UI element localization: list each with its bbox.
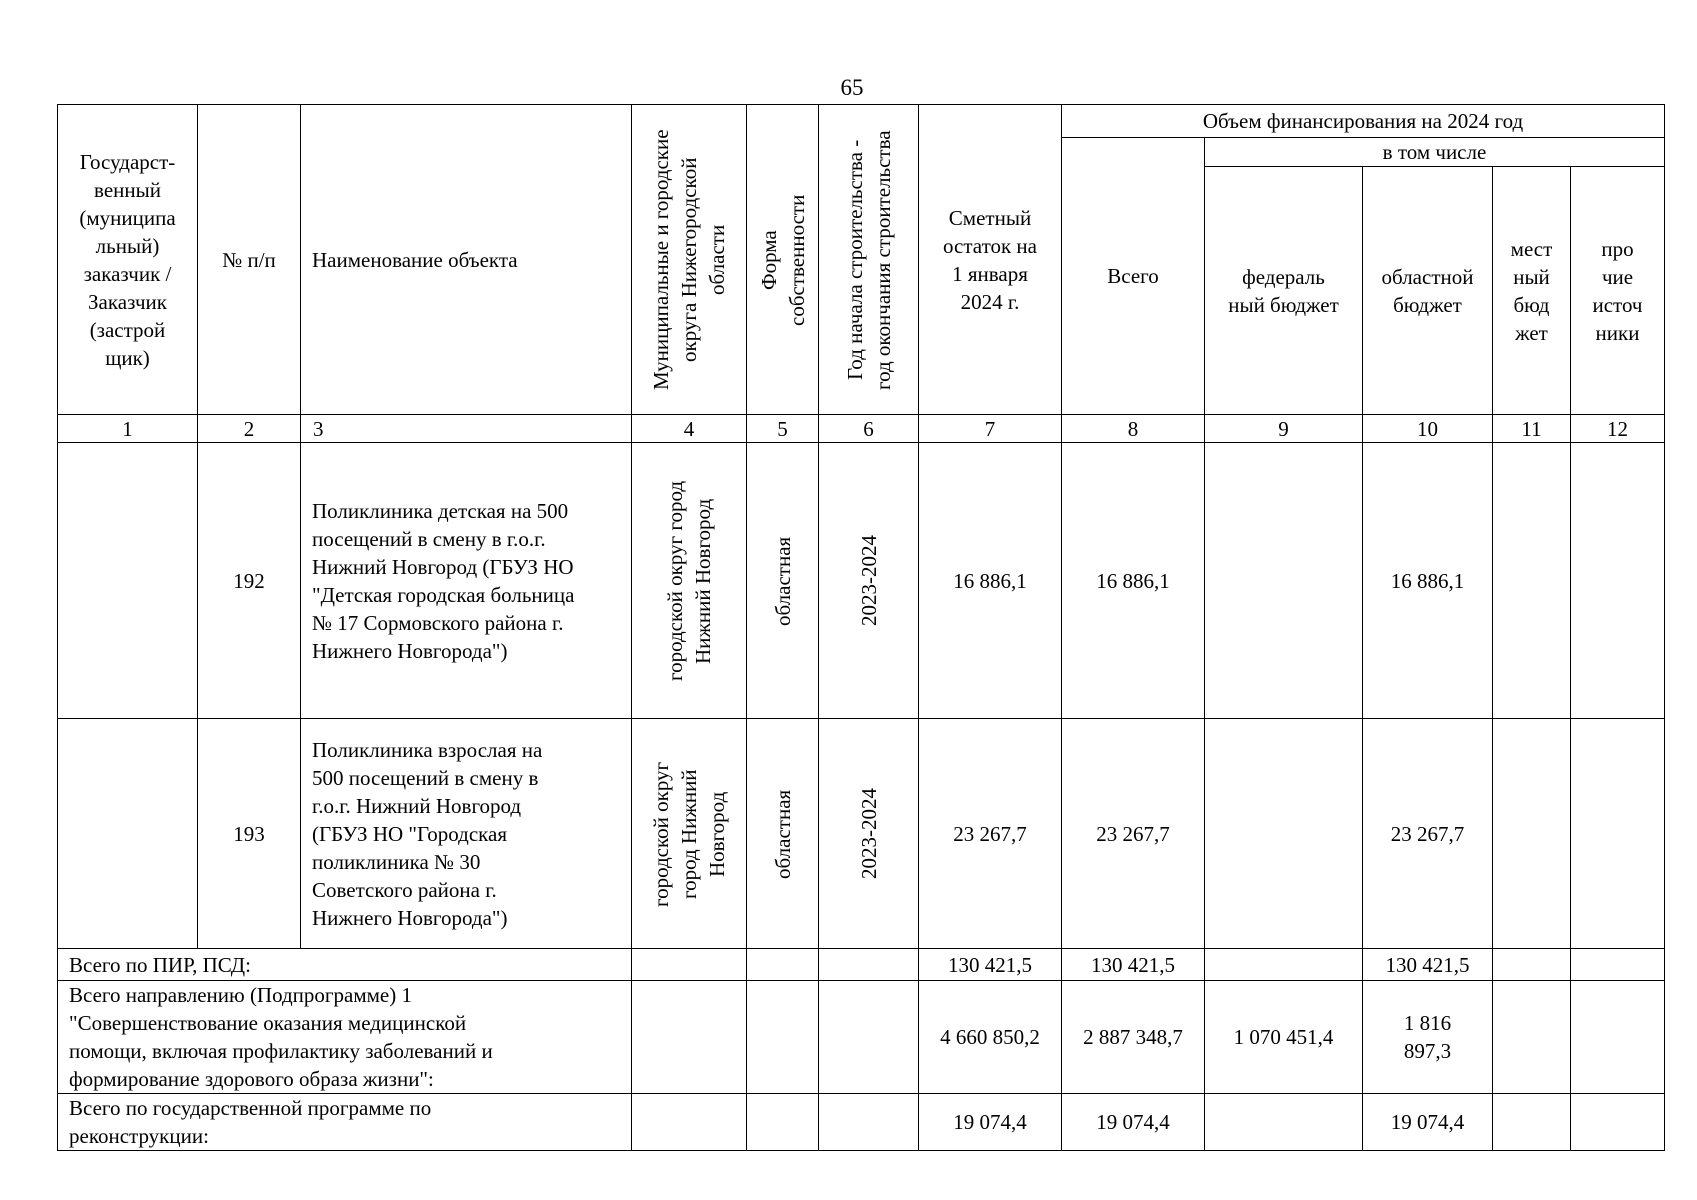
text-line: (муниципа: [79, 205, 176, 230]
header-object-name: Наименование объекта: [301, 105, 632, 415]
text-line: (ГБУЗ НО "Городская: [312, 821, 508, 846]
header-local: [1493, 167, 1571, 415]
total-regional: [1363, 1094, 1493, 1151]
total-federal: [1205, 949, 1363, 981]
row-regional: 16 886,1: [1363, 443, 1493, 719]
text-line: № 17 Сормовского района г.: [312, 610, 564, 635]
text-line: Поликлиника взрослая на: [312, 737, 543, 762]
header-other: [1571, 167, 1665, 415]
text-line: "Детская городская больница: [312, 582, 575, 607]
row-municipality: [632, 719, 747, 949]
header-ownership: [747, 105, 819, 415]
column-number: 10: [1363, 415, 1493, 443]
total-federal: 1 070 451,4: [1205, 981, 1363, 1094]
row-ownership: областная: [747, 719, 819, 949]
text-line: областной: [1381, 264, 1474, 289]
text-line: венный: [94, 177, 161, 202]
text-line: ный бюджет: [1228, 292, 1339, 317]
text-line: Нижнего Новгорода"): [312, 638, 508, 663]
total-label: [58, 949, 632, 981]
text-line: Форма: [756, 229, 781, 290]
row-years: 2023-2024: [819, 719, 919, 949]
text-line: г.о.г. Нижний Новгород: [312, 793, 522, 818]
text-line: федераль: [1242, 264, 1325, 289]
column-number: 3: [301, 415, 632, 443]
header-customer: [58, 105, 198, 415]
row-years: 2023-2024: [819, 443, 919, 719]
row-object-name: [301, 719, 632, 949]
text-line: чие: [1601, 264, 1634, 289]
total-estimate: 19 074,4: [919, 1094, 1062, 1151]
text-line: собственности: [784, 193, 809, 326]
text-line: жет: [1515, 320, 1548, 345]
column-number: 8: [1062, 415, 1205, 443]
row-federal: [1205, 443, 1363, 719]
header-regional: [1363, 167, 1493, 415]
text-line: реконструкции:: [69, 1124, 209, 1148]
text-line: области: [705, 224, 729, 295]
text-line: городской округ: [649, 760, 673, 907]
total-regional: [1363, 981, 1493, 1094]
header-years: [819, 105, 919, 415]
row-municipality: [632, 443, 747, 719]
text-line: Нижний Новгород: [691, 497, 715, 664]
text-line: бюд: [1513, 292, 1550, 317]
text-line: поликлиника № 30: [312, 849, 481, 874]
row-estimate: 16 886,1: [919, 443, 1062, 719]
total-federal: [1205, 1094, 1363, 1151]
text-line: про: [1601, 236, 1634, 261]
header-federal: [1205, 167, 1363, 415]
text-line: ный: [1513, 264, 1550, 289]
row-regional: 23 267,7: [1363, 719, 1493, 949]
text-line: "Совершенствование оказания медицинской: [69, 1011, 467, 1035]
column-number: 1: [58, 415, 198, 443]
column-numbers-row: [58, 415, 1665, 443]
column-number: 11: [1493, 415, 1571, 443]
row-local: [1493, 443, 1571, 719]
text-line: Нижний Новгород (ГБУЗ НО: [312, 554, 574, 579]
row-other: [1571, 719, 1665, 949]
column-number: 4: [632, 415, 747, 443]
text-line: год окончания строительства: [870, 129, 895, 390]
text-line: источ: [1592, 292, 1643, 317]
column-number: 5: [747, 415, 819, 443]
total-row: [58, 981, 1665, 1094]
text-line: помощи, включая профилактику заболеваний и: [69, 1039, 493, 1063]
row-estimate: 23 267,7: [919, 719, 1062, 949]
total-total: 19 074,4: [1062, 1094, 1205, 1151]
text-line: Всего по государственной программе по: [69, 1096, 432, 1120]
page-number: 65: [840, 75, 864, 100]
text-line: Нижнего Новгорода"): [312, 905, 508, 930]
text-line: щик): [105, 345, 150, 370]
text-line: ники: [1595, 320, 1640, 345]
header-estimate-remainder: [919, 105, 1062, 415]
text-line: Советского района г.: [312, 877, 497, 902]
text-line: 1 816: [1403, 1011, 1452, 1035]
text-line: Всего по ПИР, ПСД:: [69, 952, 251, 977]
total-total: 2 887 348,7: [1062, 981, 1205, 1094]
total-regional: [1363, 949, 1493, 981]
text-line: (застрой: [89, 317, 166, 342]
text-line: Новгород: [705, 790, 729, 877]
row-total: 23 267,7: [1062, 719, 1205, 949]
text-line: городской округ город: [663, 480, 687, 681]
total-estimate: 4 660 850,2: [919, 981, 1062, 1094]
table-row: [58, 719, 1665, 949]
total-label: [58, 981, 632, 1094]
header-total: Всего: [1062, 138, 1205, 415]
column-number: 7: [919, 415, 1062, 443]
text-line: 1 января: [952, 261, 1028, 286]
text-line: льный): [95, 233, 160, 258]
text-line: посещений в смену в г.о.г.: [312, 526, 546, 551]
text-line: 19 074,4: [1390, 1110, 1465, 1134]
row-number: 192: [198, 443, 301, 719]
text-line: бюджет: [1393, 292, 1462, 317]
row-number: 193: [198, 719, 301, 949]
construction-financing-table: [57, 104, 1665, 1151]
total-row: [58, 1094, 1665, 1151]
row-local: [1493, 719, 1571, 949]
column-number: 9: [1205, 415, 1363, 443]
header-funding-title: Объем финансирования на 2024 год: [1062, 105, 1665, 138]
text-line: Год начала строительства -: [842, 139, 867, 380]
text-line: Всего направлению (Подпрограмме) 1: [69, 983, 412, 1007]
text-line: 2024 г.: [960, 289, 1020, 314]
header-item-no: № п/п: [198, 105, 301, 415]
total-estimate: 130 421,5: [919, 949, 1062, 981]
text-line: остаток на: [943, 233, 1037, 258]
text-line: 130 421,5: [1385, 952, 1470, 977]
total-total: 130 421,5: [1062, 949, 1205, 981]
text-line: город Нижний: [677, 768, 701, 899]
row-ownership: областная: [747, 443, 819, 719]
column-number: 6: [819, 415, 919, 443]
text-line: Поликлиника детская на 500: [312, 498, 569, 523]
text-line: Заказчик: [88, 289, 167, 314]
text-line: 897,3: [1403, 1039, 1452, 1063]
text-line: 500 посещений в смену в: [312, 765, 539, 790]
total-label: [58, 1094, 632, 1151]
text-line: Сметный: [948, 205, 1032, 230]
total-row: [58, 949, 1665, 981]
row-object-name: [301, 443, 632, 719]
header-municipality: [632, 105, 747, 415]
row-customer: [58, 443, 198, 719]
text-line: формирование здорового образа жизни":: [69, 1067, 434, 1091]
text-line: Государст-: [79, 149, 176, 174]
row-other: [1571, 443, 1665, 719]
text-line: мест: [1510, 236, 1553, 261]
row-federal: [1205, 719, 1363, 949]
text-line: заказчик /: [83, 261, 172, 286]
column-number: 2: [198, 415, 301, 443]
header-including: в том числе: [1205, 138, 1665, 167]
row-customer: [58, 719, 198, 949]
text-line: округа Нижегородской: [677, 157, 701, 362]
column-number: 12: [1571, 415, 1665, 443]
text-line: Муниципальные и городские: [649, 129, 673, 390]
row-total: 16 886,1: [1062, 443, 1205, 719]
table-row: [58, 443, 1665, 719]
